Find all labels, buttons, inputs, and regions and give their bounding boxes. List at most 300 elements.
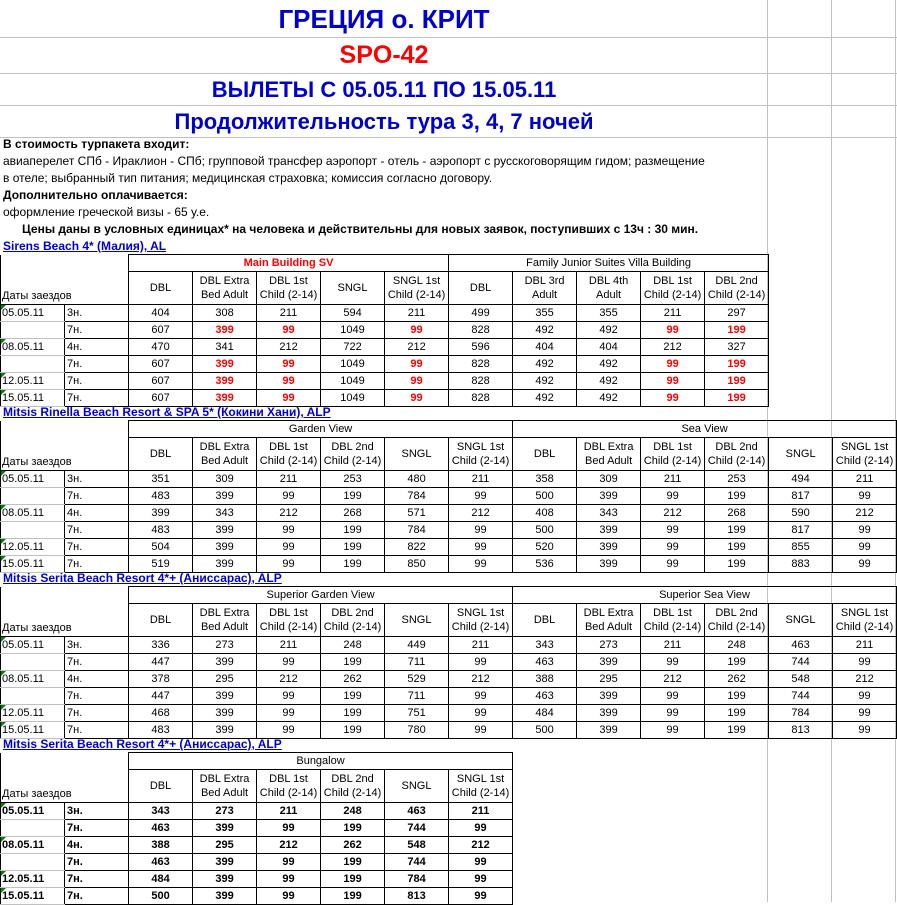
price-cell: 99 [449,522,513,539]
table-row [1,305,769,322]
table-row [1,671,897,688]
price-cell: 449 [385,637,449,654]
column-header: DBL 1st Child (2-14) [641,272,705,305]
hotel-name-link[interactable]: Mitsis Serita Beach Resort 4*+ (Аниссарас), ALP [3,737,282,751]
price-cell: 295 [193,837,257,854]
column-header: DBL Extra Bed Adult [577,604,641,637]
price-cell: 273 [193,637,257,654]
price-cell: 212 [257,671,321,688]
nights-cell: 7н. [65,722,129,739]
table-row [1,522,897,539]
price-cell: 199 [321,522,385,539]
column-header: DBL 2nd Child (2-14) [705,272,769,305]
price-cell: 212 [641,505,705,522]
price-cell: 817 [769,522,833,539]
price-cell: 199 [705,705,769,722]
price-cell: 211 [833,637,897,654]
column-header: SNGL 1st Child (2-14) [449,604,513,637]
column-header: DBL Extra Bed Adult [193,438,257,471]
price-cell: 399 [193,539,257,556]
price-cell: 212 [385,339,449,356]
price-cell: 399 [193,888,257,905]
column-header: SNGL 1st Child (2-14) [385,272,449,305]
price-cell: 463 [129,854,193,871]
price-cell: 378 [129,671,193,688]
column-header: DBL 2nd Child (2-14) [705,604,769,637]
price-cell: 1049 [321,322,385,339]
table-row [1,637,897,654]
price-cell: 470 [129,339,193,356]
room-group-header: Superior Garden View [129,587,513,604]
price-cell: 262 [705,671,769,688]
price-cell: 463 [513,688,577,705]
price-cell: 199 [705,356,769,373]
price-cell: 327 [705,339,769,356]
group-header-row [1,587,897,604]
price-note: Цены даны в условных единицах* на человека и действительны для новых заявок, поступивших с 13ч : 30 мин. [22,222,699,236]
price-cell: 492 [577,373,641,390]
price-cell: 199 [321,556,385,573]
price-cell: 399 [577,705,641,722]
price-cell: 784 [385,871,449,888]
price-cell: 343 [577,505,641,522]
price-cell: 211 [257,637,321,654]
price-cell: 199 [321,654,385,671]
price-cell: 199 [705,688,769,705]
price-cell: 99 [641,522,705,539]
table-row [1,803,513,820]
price-cell: 212 [641,671,705,688]
price-cell: 499 [449,305,513,322]
price-cell: 571 [385,505,449,522]
flights-title: ВЫЛЕТЫ С 05.05.11 ПО 15.05.11 [211,77,557,102]
nights-cell: 7н. [65,373,129,390]
price-cell: 268 [705,505,769,522]
price-cell: 492 [513,390,577,407]
price-cell: 212 [833,671,897,688]
price-cell: 273 [577,637,641,654]
nights-cell: 4н. [65,339,129,356]
arrival-date [1,820,65,837]
hotel-name-link[interactable]: Sirens Beach 4* (Малия), AL [3,239,167,253]
price-cell: 99 [385,373,449,390]
price-cell: 199 [321,871,385,888]
price-cell: 492 [577,356,641,373]
duration-title: Продолжительность тура 3, 4, 7 ночей [174,109,594,134]
table-row [1,705,897,722]
price-cell: 504 [129,539,193,556]
price-cell: 463 [129,820,193,837]
price-cell: 199 [705,722,769,739]
price-cell: 813 [769,722,833,739]
price-cell: 99 [449,871,513,888]
price-cell: 388 [129,837,193,854]
arrival-date [1,688,65,705]
price-cell: 199 [321,488,385,505]
price-cell: 784 [385,522,449,539]
price-cell: 99 [641,654,705,671]
price-cell: 399 [193,390,257,407]
price-cell: 494 [769,471,833,488]
nights-cell: 4н. [65,505,129,522]
price-cell: 883 [769,556,833,573]
price-cell: 399 [577,539,641,556]
column-header: DBL Extra Bed Adult [193,272,257,305]
table-row [1,488,897,505]
nights-cell: 7н. [65,888,129,905]
column-header: SNGL 1st Child (2-14) [833,438,897,471]
arrival-date [1,488,65,505]
column-header: SNGL [385,604,449,637]
price-cell: 99 [833,722,897,739]
price-cell: 399 [577,488,641,505]
column-header: DBL Extra Bed Adult [577,438,641,471]
price-cell: 99 [449,654,513,671]
price-cell: 399 [193,556,257,573]
nights-cell: 7н. [65,705,129,722]
column-header: DBL 2nd Child (2-14) [321,438,385,471]
price-cell: 211 [449,471,513,488]
price-cell: 850 [385,556,449,573]
price-cell: 99 [257,888,321,905]
price-cell: 784 [769,705,833,722]
column-header: SNGL 1st Child (2-14) [833,604,897,637]
price-cell: 744 [769,688,833,705]
includes-heading: В стоимость турпакета входит: [3,137,190,151]
price-cell: 99 [833,654,897,671]
price-cell: 99 [641,705,705,722]
price-cell: 483 [129,722,193,739]
price-cell: 199 [321,688,385,705]
cell-marker-icon [1,837,6,842]
price-cell: 253 [705,471,769,488]
price-cell: 594 [321,305,385,322]
group-header-row [1,753,513,770]
price-cell: 211 [257,471,321,488]
price-cell: 336 [129,637,193,654]
nights-cell: 7н. [65,871,129,888]
price-cell: 399 [129,505,193,522]
price-cell: 355 [577,305,641,322]
price-cell: 828 [449,373,513,390]
price-cell: 447 [129,654,193,671]
price-cell: 399 [577,688,641,705]
price-cell: 399 [193,373,257,390]
price-cell: 212 [449,505,513,522]
nights-cell: 7н. [65,539,129,556]
price-cell: 500 [513,522,577,539]
price-cell: 1049 [321,373,385,390]
nights-cell: 7н. [65,322,129,339]
price-cell: 212 [641,339,705,356]
price-cell: 99 [449,688,513,705]
price-cell: 463 [769,637,833,654]
nights-cell: 7н. [65,390,129,407]
hotel-name-link[interactable]: Mitsis Serita Beach Resort 4*+ (Аниссарас), ALP [3,571,282,585]
column-header: DBL 3rd Adult [513,272,577,305]
price-cell: 492 [513,322,577,339]
price-cell: 99 [641,556,705,573]
price-cell: 99 [641,322,705,339]
price-table-sirens [0,254,769,407]
column-header: SNGL 1st Child (2-14) [449,770,513,803]
price-cell: 99 [641,390,705,407]
price-cell: 99 [833,556,897,573]
arrival-date: 15.05.11 [1,888,65,905]
arrival-date: 05.05.11 [1,803,65,820]
price-cell: 99 [641,373,705,390]
cell-marker-icon [1,471,6,476]
price-cell: 297 [705,305,769,322]
price-cell: 744 [385,854,449,871]
price-cell: 211 [385,305,449,322]
price-cell: 99 [257,556,321,573]
column-header: DBL 2nd Child (2-14) [705,438,769,471]
arrival-date [1,322,65,339]
room-group-header: Superior Sea View [513,587,897,604]
arrival-date: 12.05.11 [1,871,65,888]
price-cell: 211 [257,305,321,322]
price-cell: 484 [513,705,577,722]
arrival-date [1,522,65,539]
column-header: DBL [129,604,193,637]
cell-marker-icon [1,722,6,727]
price-cell: 295 [577,671,641,688]
price-cell: 99 [449,556,513,573]
price-cell: 212 [449,837,513,854]
price-cell: 399 [193,488,257,505]
column-header: SNGL 1st Child (2-14) [449,438,513,471]
price-cell: 751 [385,705,449,722]
price-cell: 99 [449,705,513,722]
price-cell: 248 [321,803,385,820]
price-cell: 722 [321,339,385,356]
column-header: SNGL [769,604,833,637]
price-cell: 99 [449,722,513,739]
nights-cell: 4н. [65,837,129,854]
column-header: SNGL [321,272,385,305]
price-cell: 199 [321,705,385,722]
arrival-date: 08.05.11 [1,837,65,854]
dates-label: Даты заездов [1,255,129,305]
table-row [1,854,513,871]
column-header: DBL 1st Child (2-14) [257,438,321,471]
column-header: DBL 2nd Child (2-14) [321,770,385,803]
price-cell: 211 [449,803,513,820]
price-cell: 199 [321,539,385,556]
arrival-date: 05.05.11 [1,637,65,654]
price-cell: 99 [257,705,321,722]
price-cell: 211 [641,471,705,488]
table-row [1,322,769,339]
nights-cell: 7н. [65,556,129,573]
nights-cell: 3н. [65,471,129,488]
arrival-date [1,854,65,871]
price-cell: 711 [385,654,449,671]
price-cell: 484 [129,871,193,888]
column-header-row [1,604,897,637]
arrival-date: 12.05.11 [1,539,65,556]
price-cell: 388 [513,671,577,688]
price-cell: 855 [769,539,833,556]
room-group-header: Garden View [129,421,513,438]
price-cell: 309 [193,471,257,488]
price-cell: 99 [385,322,449,339]
price-cell: 99 [257,820,321,837]
price-cell: 399 [193,705,257,722]
group-header-row [1,421,897,438]
price-cell: 399 [577,722,641,739]
price-cell: 343 [129,803,193,820]
cell-marker-icon [1,803,6,808]
cell-marker-icon [1,871,6,876]
nights-cell: 3н. [65,803,129,820]
arrival-date: 15.05.11 [1,390,65,407]
arrival-date: 08.05.11 [1,671,65,688]
nights-cell: 7н. [65,854,129,871]
table-row [1,505,897,522]
price-cell: 99 [257,688,321,705]
price-cell: 358 [513,471,577,488]
price-cell: 308 [193,305,257,322]
price-cell: 492 [513,373,577,390]
price-cell: 253 [321,471,385,488]
price-cell: 404 [129,305,193,322]
price-cell: 211 [641,305,705,322]
arrival-date: 05.05.11 [1,305,65,322]
nights-cell: 7н. [65,488,129,505]
price-cell: 399 [193,820,257,837]
price-cell: 399 [193,688,257,705]
nights-cell: 4н. [65,671,129,688]
price-cell: 99 [257,322,321,339]
price-cell: 607 [129,390,193,407]
price-cell: 99 [257,722,321,739]
price-cell: 711 [385,688,449,705]
arrival-date: 08.05.11 [1,339,65,356]
price-cell: 784 [385,488,449,505]
price-cell: 211 [257,803,321,820]
price-cell: 529 [385,671,449,688]
price-cell: 99 [257,488,321,505]
table-row [1,356,769,373]
price-cell: 399 [577,522,641,539]
table-row [1,837,513,854]
nights-cell: 7н. [65,654,129,671]
price-cell: 99 [257,373,321,390]
cell-marker-icon [1,705,6,710]
price-cell: 500 [513,722,577,739]
price-cell: 607 [129,356,193,373]
price-cell: 199 [705,556,769,573]
price-cell: 590 [769,505,833,522]
price-cell: 468 [129,705,193,722]
cell-marker-icon [1,305,6,310]
price-cell: 99 [449,854,513,871]
price-cell: 596 [449,339,513,356]
price-table-serita-bungalow [0,752,513,905]
table-row [1,871,513,888]
column-header: DBL Extra Bed Adult [193,604,257,637]
price-cell: 99 [449,888,513,905]
price-cell: 463 [513,654,577,671]
price-cell: 212 [449,671,513,688]
table-row [1,339,769,356]
price-cell: 399 [193,722,257,739]
price-cell: 295 [193,671,257,688]
price-cell: 99 [833,688,897,705]
dates-label: Даты заездов [1,421,129,471]
nights-cell: 7н. [65,522,129,539]
column-header: SNGL [769,438,833,471]
price-cell: 99 [641,356,705,373]
price-cell: 99 [833,522,897,539]
price-cell: 99 [833,539,897,556]
column-header: DBL 1st Child (2-14) [257,770,321,803]
price-cell: 199 [705,373,769,390]
price-cell: 268 [321,505,385,522]
price-cell: 343 [193,505,257,522]
price-cell: 828 [449,390,513,407]
column-header: DBL Extra Bed Adult [193,770,257,803]
price-cell: 199 [321,722,385,739]
price-cell: 248 [321,637,385,654]
column-header: SNGL [385,438,449,471]
price-cell: 199 [705,522,769,539]
nights-cell: 7н. [65,820,129,837]
price-cell: 262 [321,837,385,854]
price-cell: 447 [129,688,193,705]
price-cell: 343 [513,637,577,654]
column-header: DBL 2nd Child (2-14) [321,604,385,637]
price-cell: 99 [833,488,897,505]
price-cell: 199 [705,539,769,556]
price-cell: 99 [833,705,897,722]
price-cell: 492 [577,390,641,407]
price-cell: 399 [193,854,257,871]
price-cell: 212 [257,339,321,356]
price-cell: 341 [193,339,257,356]
price-cell: 99 [385,390,449,407]
price-cell: 99 [257,539,321,556]
arrival-date [1,356,65,373]
price-cell: 399 [577,654,641,671]
price-cell: 99 [449,820,513,837]
room-group-header: Main Building SV [129,255,449,272]
price-cell: 404 [513,339,577,356]
price-cell: 99 [257,390,321,407]
price-cell: 399 [193,522,257,539]
arrival-date: 15.05.11 [1,722,65,739]
group-header-row [1,255,769,272]
arrival-date: 12.05.11 [1,373,65,390]
price-cell: 548 [385,837,449,854]
price-table-rinella [0,420,897,573]
price-cell: 813 [385,888,449,905]
hotel-name-link[interactable]: Mitsis Rinella Beach Resort & SPA 5* (Кокини Хани), ALP [3,405,331,419]
price-cell: 211 [449,637,513,654]
cell-marker-icon [1,539,6,544]
cell-marker-icon [1,556,6,561]
price-cell: 399 [577,556,641,573]
cell-marker-icon [1,339,6,344]
price-cell: 99 [449,539,513,556]
arrival-date: 12.05.11 [1,705,65,722]
price-cell: 500 [129,888,193,905]
cell-marker-icon [1,637,6,642]
table-row [1,654,897,671]
price-cell: 399 [193,654,257,671]
